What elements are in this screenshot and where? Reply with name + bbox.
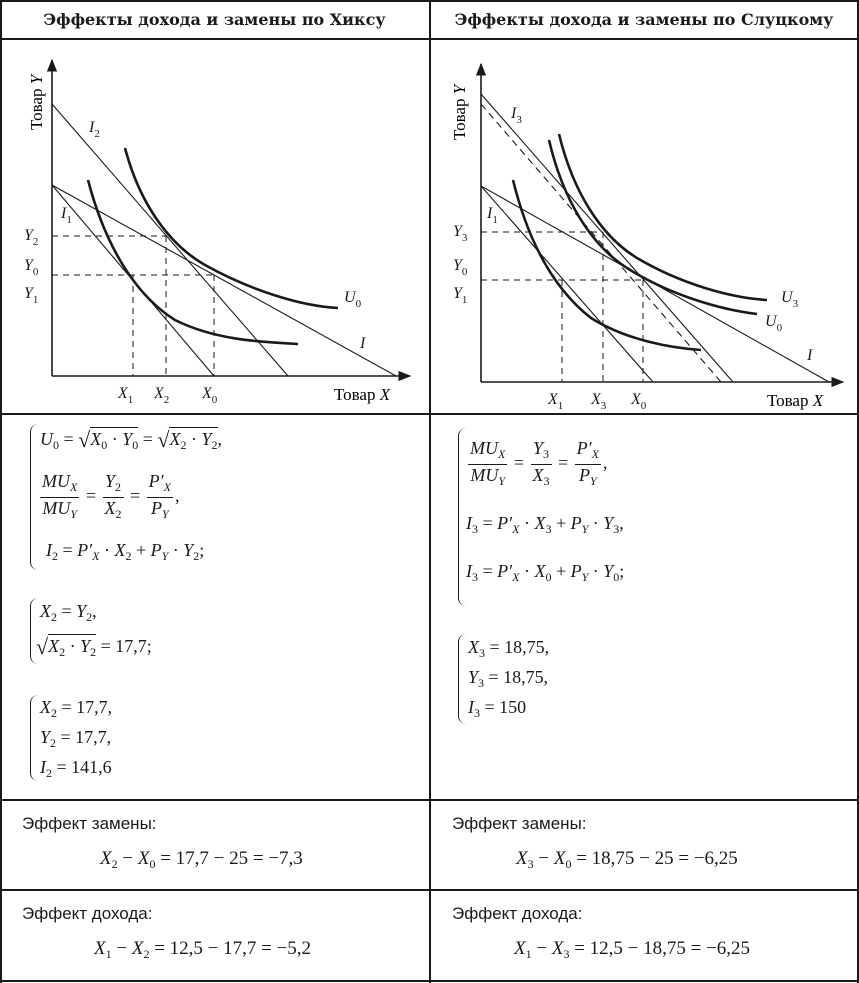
slutsky-res-x3: $X_3 = 18,75$, — [468, 637, 550, 660]
slutsky-result-brace — [458, 634, 467, 724]
tick-X1: $X_1$ — [118, 385, 134, 406]
indifference-curve-U0 — [549, 140, 757, 314]
budget-line-I3 — [481, 94, 733, 382]
hicks-sys2-b: $√X_2 \cdot Y_2 = 17,7$; — [36, 634, 152, 659]
header-hicks: Эффекты дохода и замены по Хиксу — [43, 9, 386, 29]
tick-X2: $X_2$ — [154, 385, 170, 406]
budget-line-I2 — [52, 104, 288, 376]
label-I1: $I_1$ — [487, 205, 498, 226]
income-formula-left: $X_1 - X_2 = 12,5 - 17,7 = -5,2$ — [94, 938, 312, 961]
indifference-curve-low — [513, 180, 701, 350]
label-I: I — [807, 347, 813, 364]
hicks-eq-budget: $I_2 = P'_X \cdot X_2 + P_Y \cdot Y_2$; — [46, 540, 205, 563]
substitution-formula-right: $X_3 - X_0 = 18,75 - 25 = -6,25$ — [516, 848, 738, 871]
substitution-title-left: Эффект замены: — [22, 814, 157, 833]
tick-X0: $X_0$ — [631, 391, 647, 412]
slutsky-eq-budget-3: $I_3 = P'_X \cdot X_3 + P_Y \cdot Y_3$, — [466, 513, 624, 536]
indifference-curve-U3 — [559, 134, 767, 300]
label-I: I — [360, 335, 366, 352]
income-title-left: Эффект дохода: — [22, 904, 153, 923]
budget-line-I — [52, 185, 396, 376]
income-formula-right: $X_1 - X_3 = 12,5 - 18,75 = -6,25$ — [514, 938, 751, 961]
hicks-result-brace — [30, 695, 39, 781]
substitution-formula-left: $X_2 - X_0 = 17,7 - 25 = -7,3$ — [100, 848, 303, 871]
slutsky-eq-budget-0: $I_3 = P'_X \cdot X_0 + P_Y \cdot Y_0$; — [466, 561, 625, 584]
tick-Y1: $Y_1$ — [453, 285, 468, 306]
y-axis-label: Товар Y — [27, 74, 46, 130]
slutsky-res-i3: $I_3 = 150$ — [468, 697, 527, 720]
label-I3: $I_3$ — [511, 105, 522, 126]
header-slutsky: Эффекты дохода и замены по Слуцкому — [454, 9, 834, 29]
tick-Y3: $Y_3$ — [453, 223, 468, 244]
hicks-eq-tangency: $\frac{MU_X}{MU_Y}$ = $\frac{Y_2}{X_2}$ = $\frac{P'_X}{P_Y}$ , — [42, 471, 180, 521]
slutsky-eq-tangency: $\frac{MU_X}{MU_Y}$ = $\frac{Y_3}{X_3}$ = $\frac{P'_X}{P_Y}$ , — [470, 438, 608, 488]
tick-X0: $X_0$ — [202, 385, 218, 406]
label-I1: $I_1$ — [61, 205, 72, 226]
slutsky-graph — [431, 40, 857, 412]
indifference-curve-low — [88, 180, 298, 344]
tick-X1: $X_1$ — [548, 391, 564, 412]
label-I2: $I_2$ — [89, 119, 100, 140]
income-title-right: Эффект дохода: — [452, 904, 583, 923]
tick-X3: $X_3$ — [591, 391, 607, 412]
budget-line-dashed — [481, 104, 721, 382]
tick-Y1: $Y_1$ — [24, 285, 39, 306]
tick-Y0: $Y_0$ — [453, 257, 468, 278]
hicks-res-i2: $I_2 = 141,6$ — [40, 757, 112, 780]
substitution-title-right: Эффект замены: — [452, 814, 587, 833]
y-axis-label: Товар Y — [450, 84, 469, 140]
indifference-curve-U0 — [125, 148, 338, 308]
x-axis-label: Товар X — [767, 391, 824, 410]
budget-line-I1 — [481, 186, 653, 382]
label-U0: $U_0$ — [344, 289, 362, 310]
label-U3: $U_3$ — [781, 289, 799, 310]
hicks-sys2-a: $X_2 = Y_2$, — [40, 601, 97, 624]
slutsky-res-y3: $Y_3 = 18,75$, — [468, 667, 549, 690]
table-right-border — [857, 0, 859, 983]
x-axis-label: Товар X — [334, 385, 391, 404]
tick-Y0: $Y_0$ — [24, 257, 39, 278]
hicks-res-y2: $Y_2 = 17,7$, — [40, 727, 112, 750]
tick-Y2: $Y_2$ — [24, 227, 39, 248]
hicks-eq-utility: $U_0 = √X_0 \cdot Y_0 = √X_2 \cdot Y_2$, — [40, 427, 222, 452]
label-U0: $U_0$ — [765, 313, 783, 334]
hicks-res-x2: $X_2 = 17,7$, — [40, 697, 113, 720]
hicks-graph — [0, 40, 428, 412]
